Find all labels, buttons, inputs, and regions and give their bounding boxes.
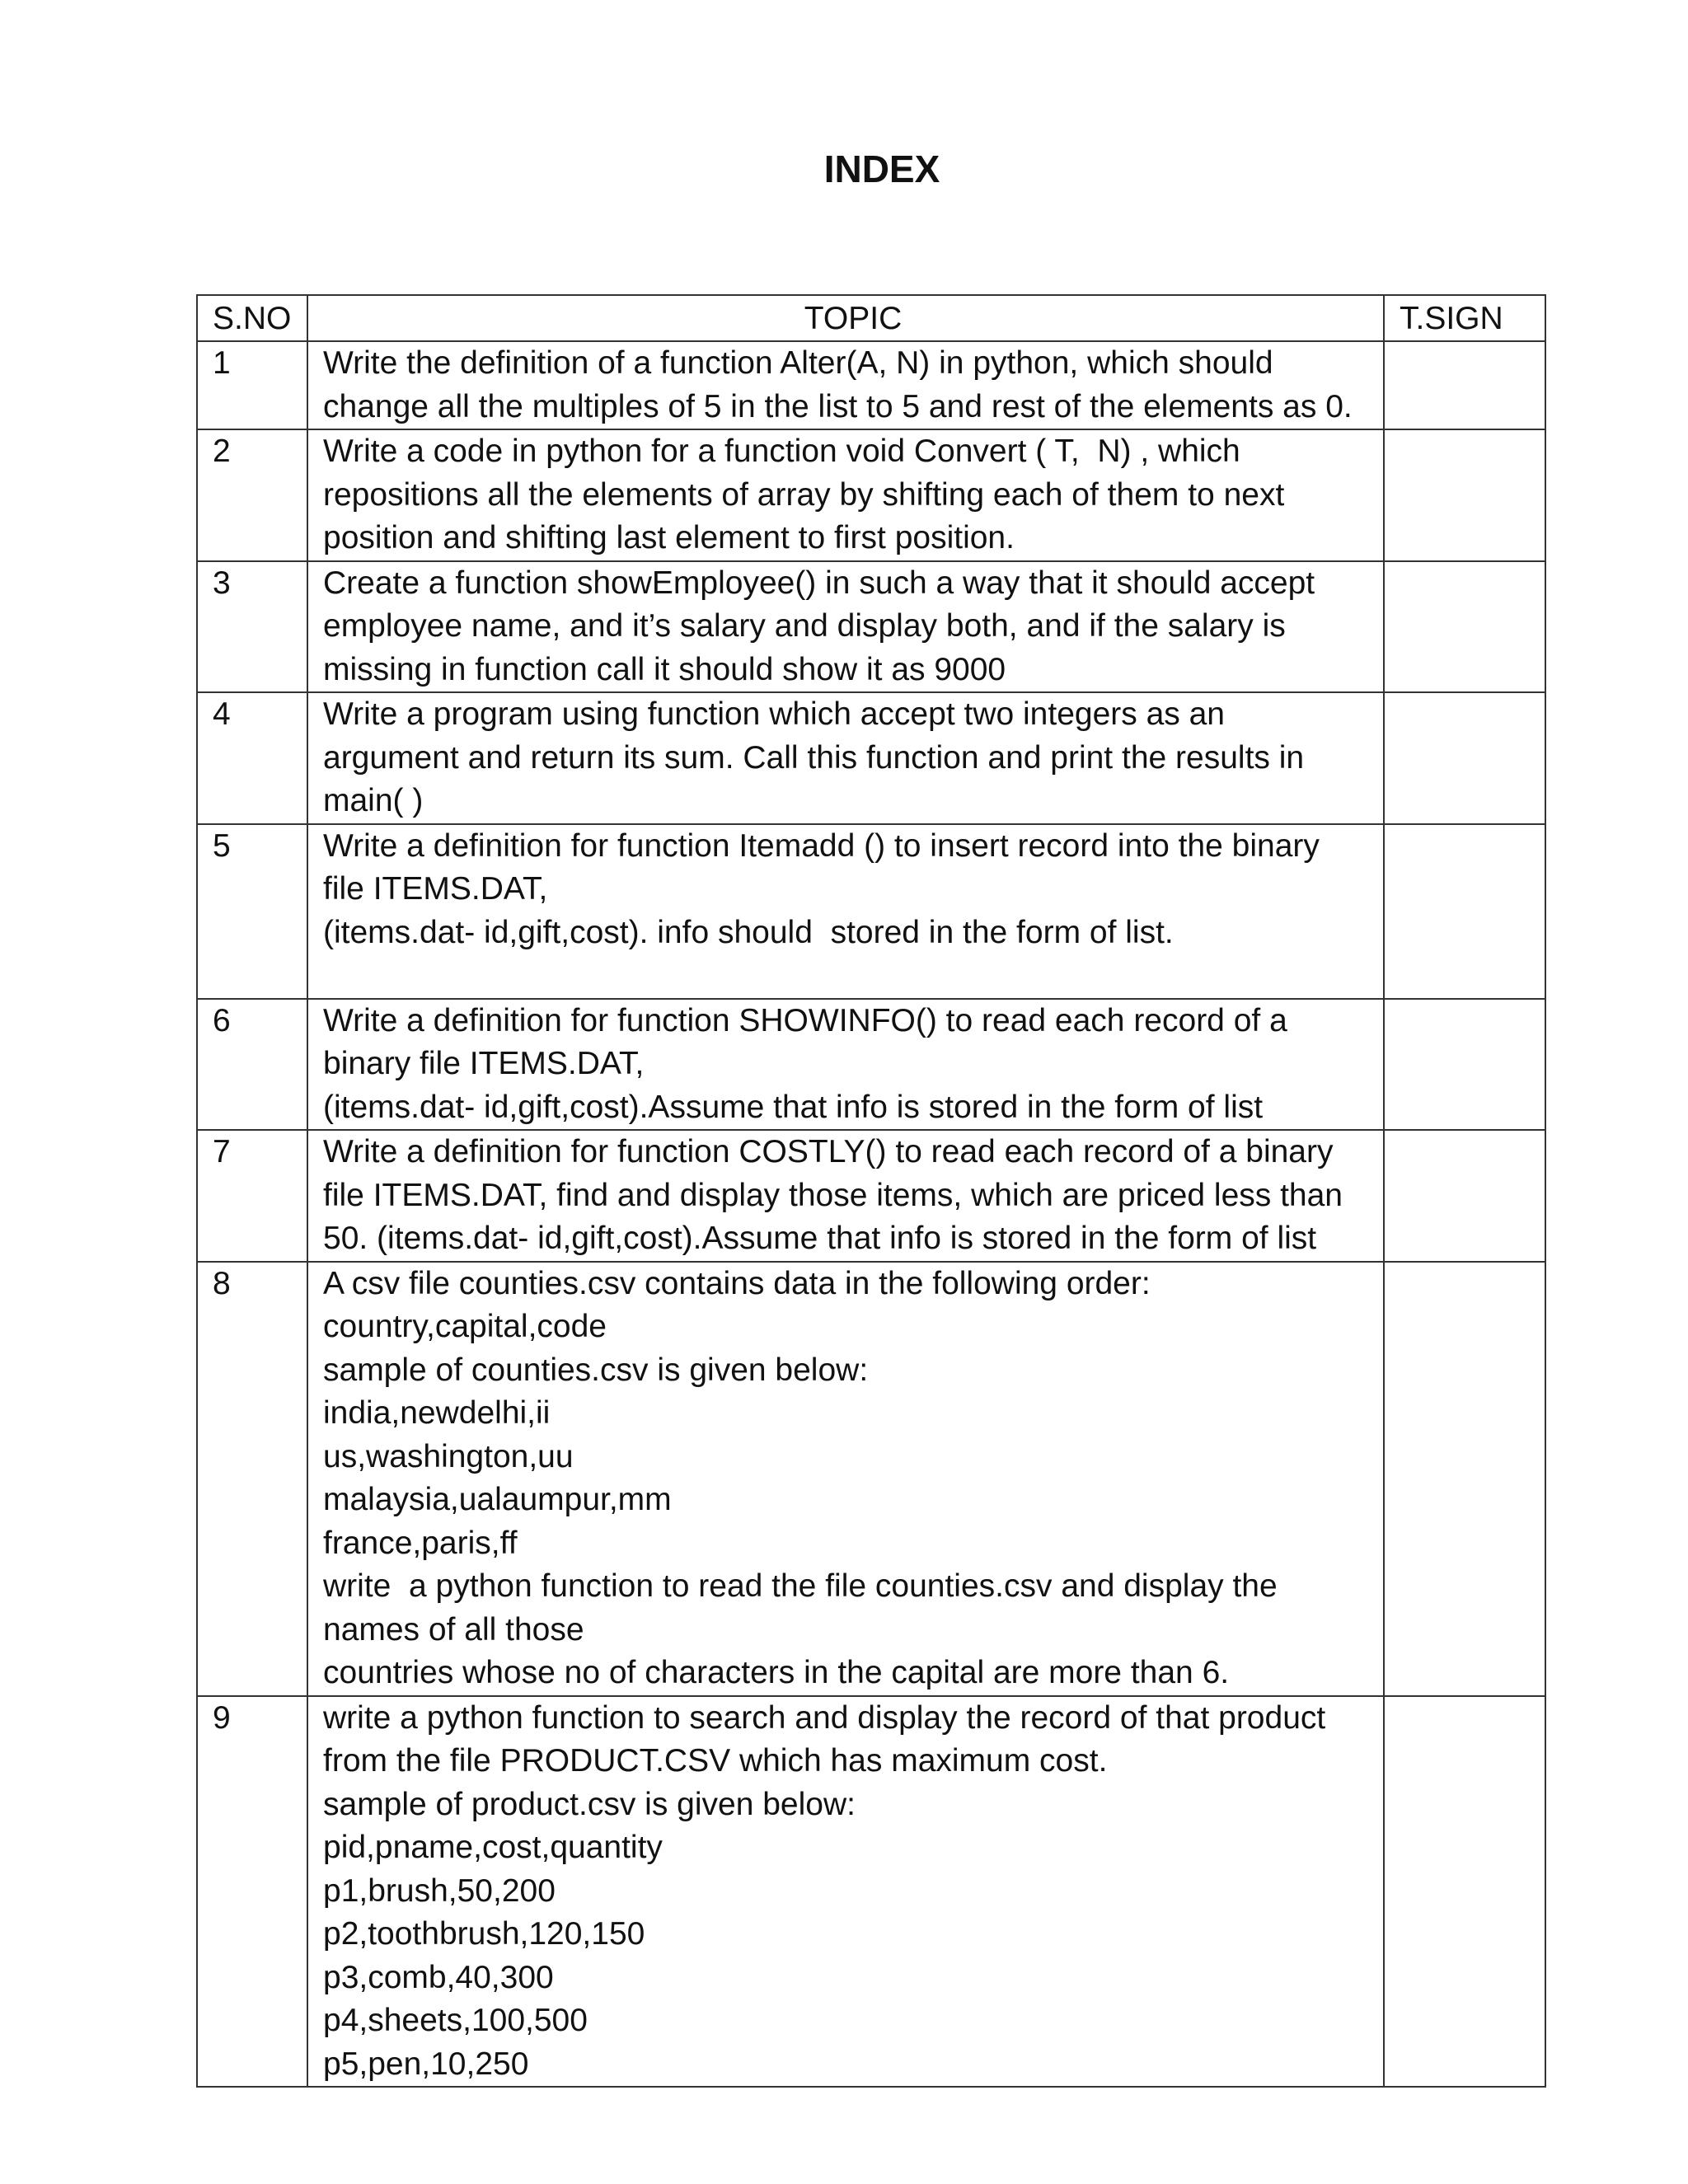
topic-line: main( ): [323, 783, 424, 818]
table-body: [197, 341, 1545, 2087]
topic-cell: [307, 341, 1384, 429]
topic-line: [323, 954, 1383, 998]
topic-line: write a python function to search and display the record of that product: [323, 1699, 1326, 1736]
serial-number: 5: [197, 824, 307, 999]
topic-line: (items.dat- id,gift,cost).Assume that info is stored in the form of list: [323, 1089, 1264, 1125]
topic-line: (items.dat- id,gift,cost). info should stored in the form of list.: [323, 914, 1174, 950]
topic-line: p1,brush,50,200: [323, 1872, 556, 1909]
topic-line: Write a definition for function Itemadd () to insert record into the binary: [323, 827, 1320, 864]
table-row: [197, 999, 1545, 1131]
table-row: [197, 824, 1545, 999]
header-tsign: T.SIGN: [1384, 295, 1545, 341]
topic-line: country,capital,code: [323, 1309, 607, 1344]
serial-number: 2: [197, 429, 307, 561]
topic-line: change all the multiples of 5 in the list to 5 and rest of the elements as 0.: [323, 388, 1353, 424]
topic-cell: [307, 1130, 1384, 1262]
topic-cell: [307, 824, 1384, 999]
topic-line: write a python function to read the file counties.csv and display the: [323, 1568, 1278, 1604]
header-sno: S.NO: [197, 295, 307, 341]
table-row: [197, 692, 1545, 824]
table-row: [197, 1262, 1545, 1696]
teacher-signature-cell: [1384, 1696, 1545, 2088]
index-table: [196, 294, 1546, 2088]
serial-number: 9: [197, 1696, 307, 2088]
topic-line: Write a program using function which accept two integers as an: [323, 696, 1225, 732]
topic-line: A csv file counties.csv contains data in the following order:: [323, 1265, 1151, 1301]
topic-line: malaysia,ualaumpur,mm: [323, 1482, 672, 1517]
teacher-signature-cell: [1384, 429, 1545, 561]
topic-line: Create a function showEmployee() in such a way that it should accept: [323, 565, 1315, 601]
table-row: [197, 429, 1545, 561]
topic-cell: [307, 999, 1384, 1131]
topic-cell: [307, 692, 1384, 824]
topic-line: repositions all the elements of array by shifting each of them to next: [323, 476, 1285, 513]
topic-line: argument and return its sum. Call this function and print the results in: [323, 739, 1305, 776]
topic-line: Write a definition for function COSTLY() to read each record of a binary: [323, 1134, 1334, 1169]
topic-line: binary file ITEMS.DAT,: [323, 1046, 645, 1081]
topic-line: pid,pname,cost,quantity: [323, 1830, 663, 1865]
table-row: [197, 341, 1545, 429]
topic-line: india,newdelhi,ii: [323, 1395, 551, 1431]
topic-line: file ITEMS.DAT,: [323, 871, 548, 907]
serial-number: 1: [197, 341, 307, 429]
serial-number: 6: [197, 999, 307, 1131]
topic-cell: [307, 429, 1384, 561]
topic-line: france,paris,ff: [323, 1525, 518, 1561]
topic-line: from the file PRODUCT.CSV which has maximum cost.: [323, 1743, 1108, 1779]
topic-line: 50. (items.dat- id,gift,cost).Assume that info is stored in the form of list: [323, 1221, 1317, 1256]
topic-line: Write a code in python for a function void Convert ( T, N) , which: [323, 434, 1240, 469]
teacher-signature-cell: [1384, 341, 1545, 429]
teacher-signature-cell: [1384, 999, 1545, 1131]
topic-line: missing in function call it should show it as 9000: [323, 651, 1006, 687]
topic-line: Write a definition for function SHOWINFO() to read each record of a: [323, 1002, 1287, 1038]
teacher-signature-cell: [1384, 824, 1545, 999]
topic-line: sample of product.csv is given below:: [323, 1786, 856, 1822]
teacher-signature-cell: [1384, 692, 1545, 824]
topic-line: names of all those: [323, 1611, 584, 1647]
page-title: INDEX: [823, 148, 940, 190]
table-row: [197, 561, 1545, 693]
topic-line: position and shifting last element to first position.: [323, 520, 1015, 555]
topic-line: sample of counties.csv is given below:: [323, 1352, 869, 1388]
topic-line: employee name, and it’s salary and display both, and if the salary is: [323, 608, 1286, 644]
teacher-signature-cell: [1384, 1262, 1545, 1696]
serial-number: 7: [197, 1130, 307, 1262]
table-row: [197, 1696, 1545, 2088]
topic-line: p3,comb,40,300: [323, 1959, 554, 1995]
table-row: [197, 1130, 1545, 1262]
serial-number: 8: [197, 1262, 307, 1696]
serial-number: 3: [197, 561, 307, 693]
topic-cell: [307, 561, 1384, 693]
teacher-signature-cell: [1384, 561, 1545, 693]
topic-line: p5,pen,10,250: [323, 2046, 529, 2082]
serial-number: 4: [197, 692, 307, 824]
topic-line: file ITEMS.DAT, find and display those items, which are priced less than: [323, 1177, 1343, 1213]
topic-line: countries whose no of characters in the capital are more than 6.: [323, 1655, 1230, 1690]
teacher-signature-cell: [1384, 1130, 1545, 1262]
topic-cell: [307, 1696, 1384, 2088]
topic-line: p2,toothbrush,120,150: [323, 1916, 645, 1952]
header-topic: TOPIC: [307, 295, 1384, 341]
topic-line: p4,sheets,100,500: [323, 2003, 588, 2038]
table-header-row: [197, 295, 1545, 341]
topic-line: us,washington,uu: [323, 1438, 574, 1474]
topic-line: Write the definition of a function Alter(A, N) in python, which should: [323, 345, 1273, 381]
topic-cell: [307, 1262, 1384, 1696]
